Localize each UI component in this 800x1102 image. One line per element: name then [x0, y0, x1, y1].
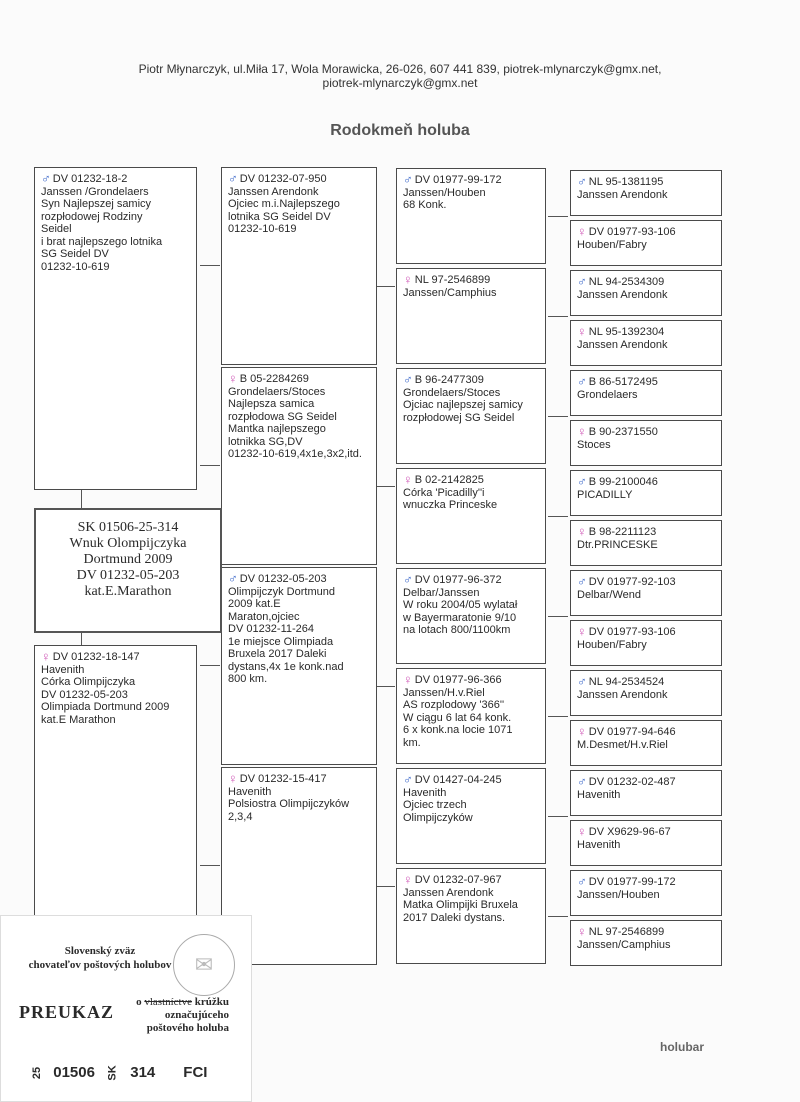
- grandparent-box: [221, 167, 377, 365]
- ownership-card: [0, 915, 252, 1102]
- pigeon-description: Janssen/Camphius: [577, 938, 671, 951]
- pigeon-ring-row: [577, 776, 715, 789]
- card-desc-line: označujúceho: [164, 1009, 229, 1021]
- connector-line: [548, 616, 568, 617]
- pigeon-ring-number: B 96-2477309: [414, 374, 484, 386]
- pigeon-description: Houben/Fabry: [577, 638, 647, 651]
- card-ring-number: [31, 1064, 207, 1081]
- pigeon-ring-row: [577, 226, 715, 239]
- pigeon-ring-number: DV 01232-05-203: [239, 573, 327, 585]
- male-icon: ♂: [577, 474, 587, 490]
- great-great-grandparent-box: [570, 820, 722, 866]
- card-ring-year: 25: [31, 1066, 44, 1079]
- pigeon-ring-number: DV 01232-02-487: [588, 776, 676, 788]
- card-preukaz: PREUKAZ: [19, 1002, 115, 1022]
- female-icon: ♀: [577, 624, 587, 640]
- card-organization: [15, 944, 185, 972]
- connector-line: [548, 416, 568, 417]
- subject-line: SK 01506-25-314: [77, 520, 179, 535]
- pigeon-description: Córka 'Picadilly''i wnuczka Princeske: [403, 486, 498, 511]
- connector-line: [200, 665, 220, 666]
- male-icon: ♂: [228, 571, 238, 587]
- pigeon-description: Olimpijczyk Dortmund 2009 kat.E Maraton,ojciec DV 01232-11-264 1e miejsce Olimpiada Bruxela 2017 Daleki dystans,4x 1e konk.nad 800 km.: [228, 585, 344, 685]
- great-great-grandparent-box: [570, 470, 722, 516]
- card-org-line: Slovenský zväz: [64, 945, 136, 957]
- subject-line: Wnuk Olompijczyka: [69, 536, 187, 551]
- pigeon-ring-number: DV 01232-15-417: [239, 773, 327, 785]
- pigeon-ring-number: DV 01232-18-147: [52, 651, 140, 663]
- pigeon-ring-number: NL 95-1392304: [588, 326, 665, 338]
- pigeon-ring-row: [403, 374, 539, 387]
- pigeon-ring-number: B 86-5172495: [588, 376, 658, 388]
- male-icon: ♂: [577, 374, 587, 390]
- pigeon-ring-row: [403, 774, 539, 787]
- great-great-grandparent-box: [570, 720, 722, 766]
- pigeon-description: Janssen /Grondelaers Syn Najlepszej samicy rozpłodowej Rodziny Seidel i brat najlepszego lotnika SG Seidel DV 01232-10-619: [41, 185, 163, 273]
- male-icon: ♂: [577, 774, 587, 790]
- pigeon-description: Havenith: [577, 838, 621, 851]
- pigeon-ring-number: DV 01977-93-106: [588, 626, 676, 638]
- pigeon-ring-row: [577, 576, 715, 589]
- female-icon: ♀: [577, 424, 587, 440]
- pigeon-ring-row: [577, 726, 715, 739]
- male-icon: ♂: [403, 772, 413, 788]
- male-icon: ♂: [403, 372, 413, 388]
- pigeon-description: Dtr.PRINCESKE: [577, 538, 658, 551]
- great-grandparent-box: [396, 168, 546, 264]
- female-icon: ♀: [41, 649, 51, 665]
- pigeon-ring-number: B 02-2142825: [414, 474, 484, 486]
- great-great-grandparent-box: [570, 170, 722, 216]
- pigeon-ring-number: DV 01977-96-372: [414, 574, 502, 586]
- male-icon: ♂: [577, 674, 587, 690]
- male-icon: ♂: [403, 572, 413, 588]
- connector-line: [548, 816, 568, 817]
- pigeon-description: Houben/Fabry: [577, 238, 647, 251]
- male-icon: ♂: [577, 574, 587, 590]
- great-grandparent-box: [396, 268, 546, 364]
- pigeon-description: Janssen Arendonk: [577, 188, 668, 201]
- subject-line: kat.E.Marathon: [84, 584, 172, 599]
- pigeon-ring-row: [403, 274, 539, 287]
- great-great-grandparent-box: [570, 570, 722, 616]
- connector-line: [548, 516, 568, 517]
- pigeon-ring-row: [403, 474, 539, 487]
- pigeon-description: Janssen/Houben: [577, 888, 660, 901]
- pigeon-ring-row: [228, 373, 370, 386]
- pigeon-ring-row: [577, 426, 715, 439]
- female-icon: ♀: [403, 472, 413, 488]
- card-ring-fci: FCI: [183, 1064, 208, 1081]
- pigeon-ring-row: [577, 276, 715, 289]
- connector-line: [200, 465, 220, 466]
- pigeon-description: Stoces: [577, 438, 611, 451]
- pigeon-ring-row: [577, 626, 715, 639]
- great-grandparent-box: [396, 568, 546, 664]
- connector-line: [200, 265, 220, 266]
- connector-line: [377, 286, 395, 287]
- connector-line: [548, 316, 568, 317]
- pigeon-description: Havenith Córka Olimpijczyka DV 01232-05-203 Olimpiada Dortmund 2009 kat.E Marathon: [41, 663, 170, 726]
- pigeon-ring-row: [228, 573, 370, 586]
- pigeon-ring-row: [228, 173, 370, 186]
- pigeon-ring-row: [577, 926, 715, 939]
- female-icon: ♀: [228, 771, 238, 787]
- great-great-grandparent-box: [570, 220, 722, 266]
- male-icon: ♂: [403, 172, 413, 188]
- connector-line: [377, 686, 395, 687]
- subject-line: Dortmund 2009: [83, 552, 173, 567]
- pigeon-ring-row: [403, 574, 539, 587]
- great-great-grandparent-box: [570, 270, 722, 316]
- pigeon-ring-number: DV X9629-96-67: [588, 826, 671, 838]
- pigeon-description: Janssen Arendonk: [577, 688, 668, 701]
- great-great-grandparent-box: [570, 620, 722, 666]
- pigeon-ring-row: [577, 326, 715, 339]
- connector-line: [81, 490, 82, 508]
- male-icon: ♂: [228, 171, 238, 187]
- card-desc-line: poštového holuba: [146, 1022, 229, 1034]
- contact-line-1: Piotr Młynarczyk, ul.Miła 17, Wola Morawicka, 26-026, 607 441 839, piotrek-mlynarczyk@gmx.net,: [138, 62, 662, 76]
- connector-line: [548, 716, 568, 717]
- connector-line: [548, 216, 568, 217]
- female-icon: ♀: [577, 824, 587, 840]
- page-title: Rodokmeň holuba: [330, 122, 470, 139]
- pigeon-ring-number: NL 97-2546899: [588, 926, 665, 938]
- great-great-grandparent-box: [570, 920, 722, 966]
- card-ring-country: SK: [106, 1064, 119, 1081]
- pigeon-ring-number: DV 01977-96-366: [414, 674, 502, 686]
- pigeon-ring-number: NL 94-2534309: [588, 276, 665, 288]
- card-org-line: chovateľov poštových holubov: [28, 959, 172, 971]
- pigeon-ring-number: B 90-2371550: [588, 426, 658, 438]
- great-great-grandparent-box: [570, 670, 722, 716]
- card-desc-prefix: o: [136, 996, 142, 1008]
- pigeon-ring-number: DV 01977-99-172: [588, 876, 676, 888]
- card-ring-org: 01506: [53, 1064, 95, 1081]
- great-grandparent-box: [396, 668, 546, 764]
- pigeon-description: Delbar/Wend: [577, 588, 641, 601]
- pigeon-ring-row: [577, 826, 715, 839]
- female-icon: ♀: [577, 724, 587, 740]
- male-icon: ♂: [577, 174, 587, 190]
- pigeon-description: Janssen Arendonk Matka Olimpijki Bruxela 2017 Daleki dystans.: [403, 886, 518, 924]
- great-great-grandparent-box: [570, 870, 722, 916]
- pigeon-ring-number: DV 01232-07-967: [414, 874, 502, 886]
- great-grandparent-box: [396, 468, 546, 564]
- pigeon-ring-number: DV 01977-93-106: [588, 226, 676, 238]
- connector-line: [81, 633, 82, 645]
- subject-line: DV 01232-05-203: [76, 568, 180, 583]
- connector-line: [377, 486, 395, 487]
- male-icon: ♂: [577, 874, 587, 890]
- pigeon-ring-number: DV 01232-18-2: [52, 173, 128, 185]
- pigeon-ring-row: [577, 176, 715, 189]
- breeder-contact: [60, 62, 740, 90]
- pigeon-ring-row: [577, 876, 715, 889]
- pigeon-description: Delbar/Janssen W roku 2004/05 wylatał w Bayermaratonie 9/10 na lotach 800/1100km: [403, 586, 518, 636]
- pigeon-description: Janssen/Camphius: [403, 286, 497, 299]
- pigeon-ring-number: DV 01427-04-245: [414, 774, 502, 786]
- pigeon-ring-row: [577, 676, 715, 689]
- great-great-grandparent-box: [570, 520, 722, 566]
- pigeon-description: Grondelaers/Stoces Najlepsza samica rozpłodowa SG Seidel Mantka najlepszego lotnikka SG,DV 01232-10-619,4x1e,3x2,itd.: [228, 385, 362, 460]
- card-desc-struck: vlastníctve: [144, 996, 192, 1008]
- pigeon-ring-number: NL 94-2534524: [588, 676, 665, 688]
- pigeon-ring-row: [41, 651, 190, 664]
- pigeon-ring-number: B 99-2100046: [588, 476, 658, 488]
- pigeon-description: Janssen Arendonk: [577, 338, 668, 351]
- subject-pigeon-box: [34, 508, 222, 633]
- pigeon-ring-row: [403, 874, 539, 887]
- pigeon-description: Janssen Arendonk: [577, 288, 668, 301]
- pigeon-ring-number: B 05-2284269: [239, 373, 309, 385]
- pigeon-description: Janssen Arendonk Ojciec m.i.Najlepszego lotnika SG Seidel DV 01232-10-619: [228, 185, 340, 235]
- male-icon: ♂: [41, 171, 51, 187]
- holubar-logo: [660, 1040, 704, 1054]
- pigeon-description: PICADILLY: [577, 488, 633, 501]
- pigeon-ring-number: NL 97-2546899: [414, 274, 491, 286]
- pigeon-ring-row: [577, 526, 715, 539]
- pigeon-ring-row: [228, 773, 370, 786]
- pigeon-ring-row: [403, 674, 539, 687]
- pigeon-description: Grondelaers/Stoces Ojciac najlepszej samicy rozpłodowej SG Seidel: [403, 386, 523, 424]
- great-grandparent-box: [396, 768, 546, 864]
- great-great-grandparent-box: [570, 370, 722, 416]
- female-icon: ♀: [577, 324, 587, 340]
- female-icon: ♀: [403, 872, 413, 888]
- grandparent-box: [221, 367, 377, 565]
- pigeon-ring-row: [41, 173, 190, 186]
- great-great-grandparent-box: [570, 770, 722, 816]
- female-icon: ♀: [403, 272, 413, 288]
- female-icon: ♀: [577, 224, 587, 240]
- female-icon: ♀: [228, 371, 238, 387]
- great-great-grandparent-box: [570, 420, 722, 466]
- pigeon-ring-number: DV 01977-99-172: [414, 174, 502, 186]
- pigeon-ring-number: DV 01977-92-103: [588, 576, 676, 588]
- card-ring-code: 314: [130, 1064, 156, 1081]
- pigeon-description: Havenith: [577, 788, 621, 801]
- pigeon-ring-row: [577, 476, 715, 489]
- pigeon-description: Janssen/H.v.Riel AS rozplodowy '366'' W ciągu 6 lat 64 konk. 6 x konk.na locie 1071 km.: [403, 686, 513, 749]
- grandparent-box: [221, 567, 377, 765]
- connector-line: [548, 916, 568, 917]
- pigeon-ring-row: [403, 174, 539, 187]
- logo-text: holubar: [660, 1040, 704, 1054]
- connector-line: [377, 886, 395, 887]
- pigeon-ring-row: [577, 376, 715, 389]
- male-icon: ♂: [577, 274, 587, 290]
- parent-sire-box: [34, 167, 197, 490]
- pigeon-ring-number: DV 01977-94-646: [588, 726, 676, 738]
- female-icon: ♀: [403, 672, 413, 688]
- great-grandparent-box: [396, 868, 546, 964]
- stamp-icon: ✉: [173, 934, 235, 996]
- card-description: [119, 996, 229, 1035]
- pigeon-description: Havenith Polsiostra Olimpijczyków 2,3,4: [228, 785, 350, 823]
- great-grandparent-box: [396, 368, 546, 464]
- contact-line-2: piotrek-mlynarczyk@gmx.net: [322, 76, 478, 90]
- pigeon-ring-number: NL 95-1381195: [588, 176, 664, 188]
- pigeon-description: M.Desmet/H.v.Riel: [577, 738, 668, 751]
- female-icon: ♀: [577, 924, 587, 940]
- female-icon: ♀: [577, 524, 587, 540]
- card-desc-suffix: krúžku: [194, 996, 229, 1008]
- pigeon-description: Havenith Ojciec trzech Olimpijczyków: [403, 786, 473, 824]
- pigeon-ring-number: B 98-2211123: [588, 526, 657, 538]
- pigeon-ring-number: DV 01232-07-950: [239, 173, 327, 185]
- great-great-grandparent-box: [570, 320, 722, 366]
- pigeon-description: Grondelaers: [577, 388, 638, 401]
- connector-line: [200, 865, 220, 866]
- pigeon-description: Janssen/Houben 68 Konk.: [403, 186, 486, 211]
